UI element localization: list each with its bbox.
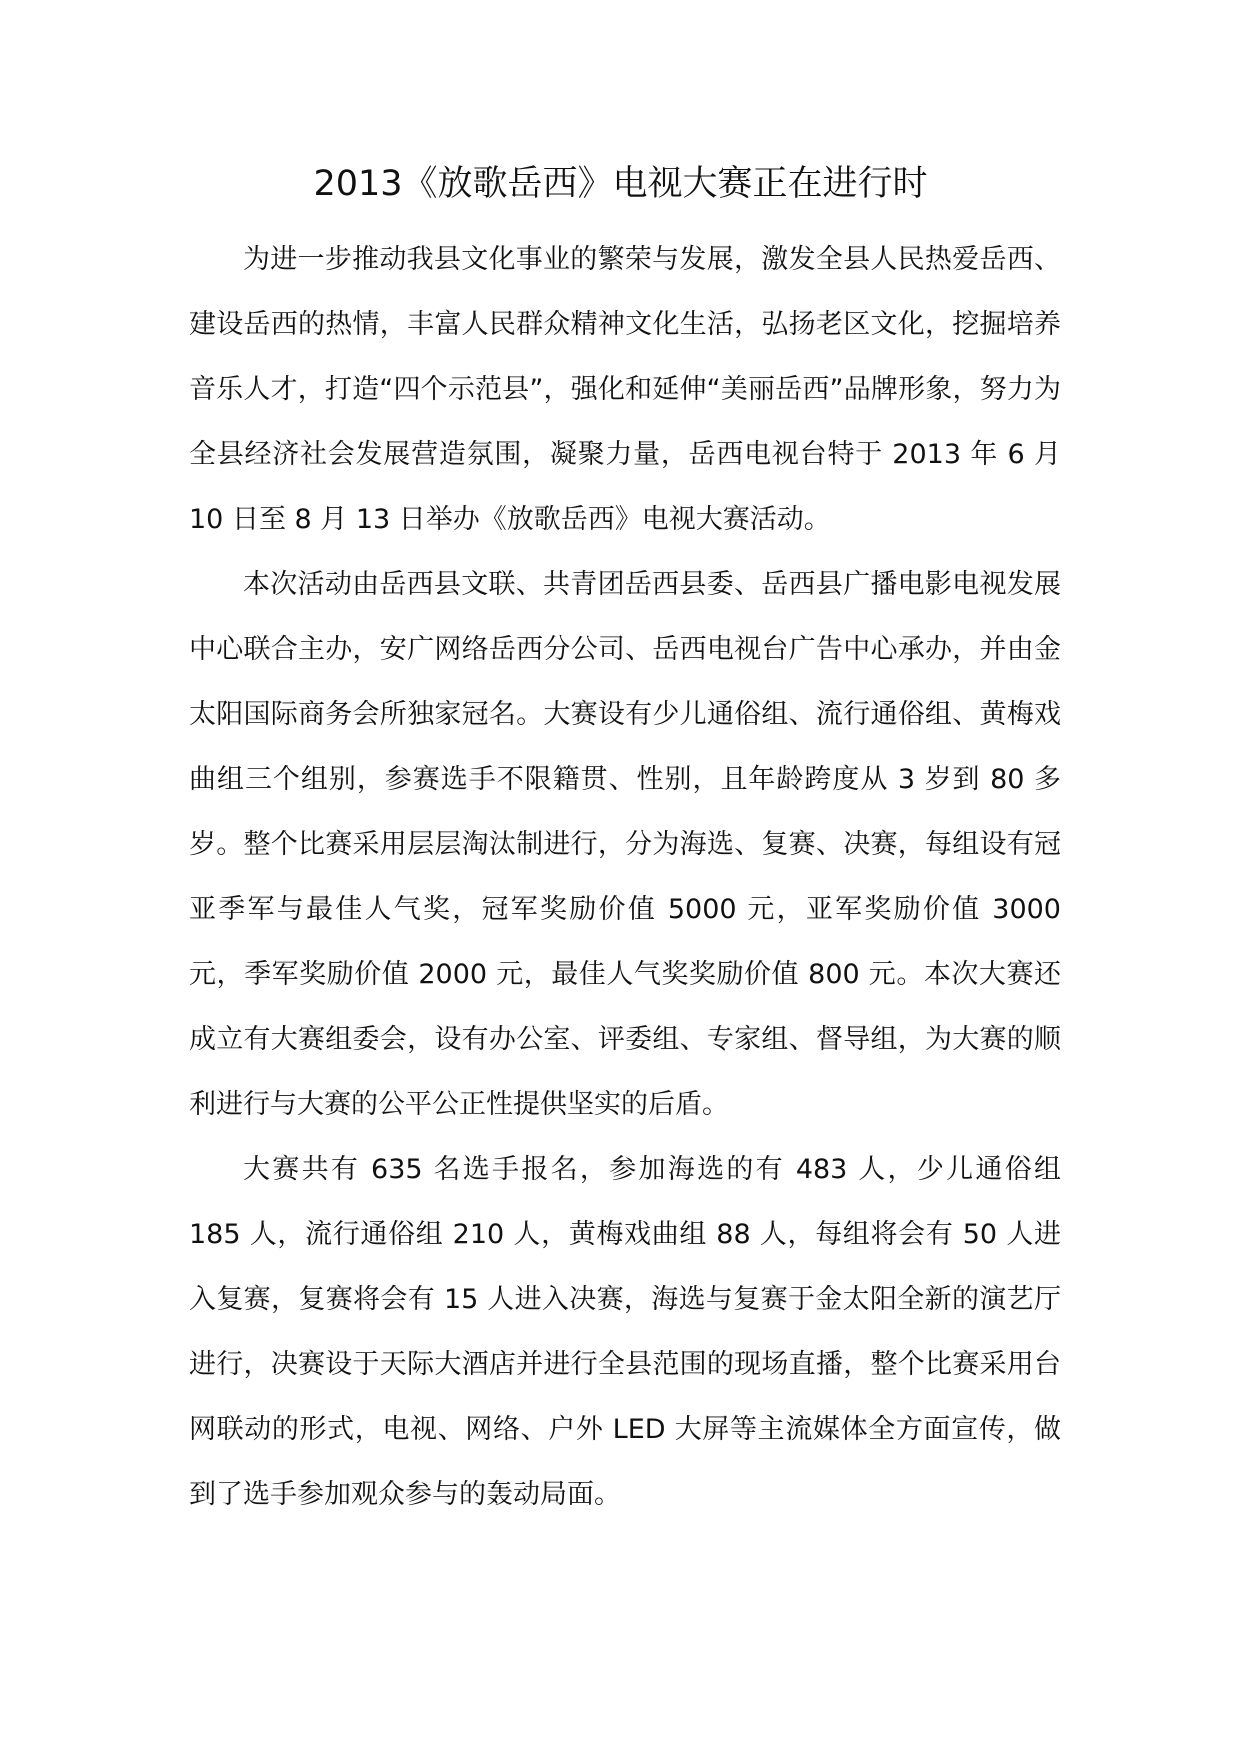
paragraph-3: 大赛共有 635 名选手报名，参加海选的有 483 人，少儿通俗组 185 人，流行通俗组 210 人，黄梅戏曲组 88 人，每组将会有 50 人进入复赛，复赛将会有 15 人进入决赛，海选与复赛于金太阳全新的演艺厅进行，决赛设于天际大酒店并进行全县范围的现场直播，整个比赛采用台网联动的形式，电视、网络、户外 LED 大屏等主流媒体全方面宣传，做到了选手参加观众参与的轰动局面。 — [189, 1154, 1061, 1510]
document-title: 2013《放歌岳西》电视大赛正在进行时 — [313, 164, 928, 204]
paragraph-2: 本次活动由岳西县文联、共青团岳西县委、岳西县广播电影电视发展中心联合主办，安广网络岳西分公司、岳西电视台广告中心承办，并由金太阳国际商务会所独家冠名。大赛设有少儿通俗组、流行通俗组、黄梅戏曲组三个组别，参赛选手不限籍贯、性别，且年龄跨度从 3 岁到 80 多岁。整个比赛采用层层淘汰制进行，分为海选、复赛、决赛，每组设有冠亚季军与最佳人气奖，冠军奖励价值 5000 元，亚军奖励价值 3000 元，季军奖励价值 2000 元，最佳人气奖奖励价值 800 元。本次大赛还成立有大赛组委会，设有办公室、评委组、专家组、督导组，为大赛的顺利进行与大赛的公平公正性提供坚实的后盾。 — [189, 569, 1061, 1120]
paragraph-1: 为进一步推动我县文化事业的繁荣与发展，激发全县人民热爱岳西、建设岳西的热情，丰富人民群众精神文化生活，弘扬老区文化，挖掘培养音乐人才，打造“四个示范县”，强化和延伸“美丽岳西”品牌形象，努力为全县经济社会发展营造氛围，凝聚力量，岳西电视台特于 2013 年 6 月 10 日至 8 月 13 日举办《放歌岳西》电视大赛活动。 — [189, 244, 1061, 535]
document-body — [189, 227, 1061, 1527]
